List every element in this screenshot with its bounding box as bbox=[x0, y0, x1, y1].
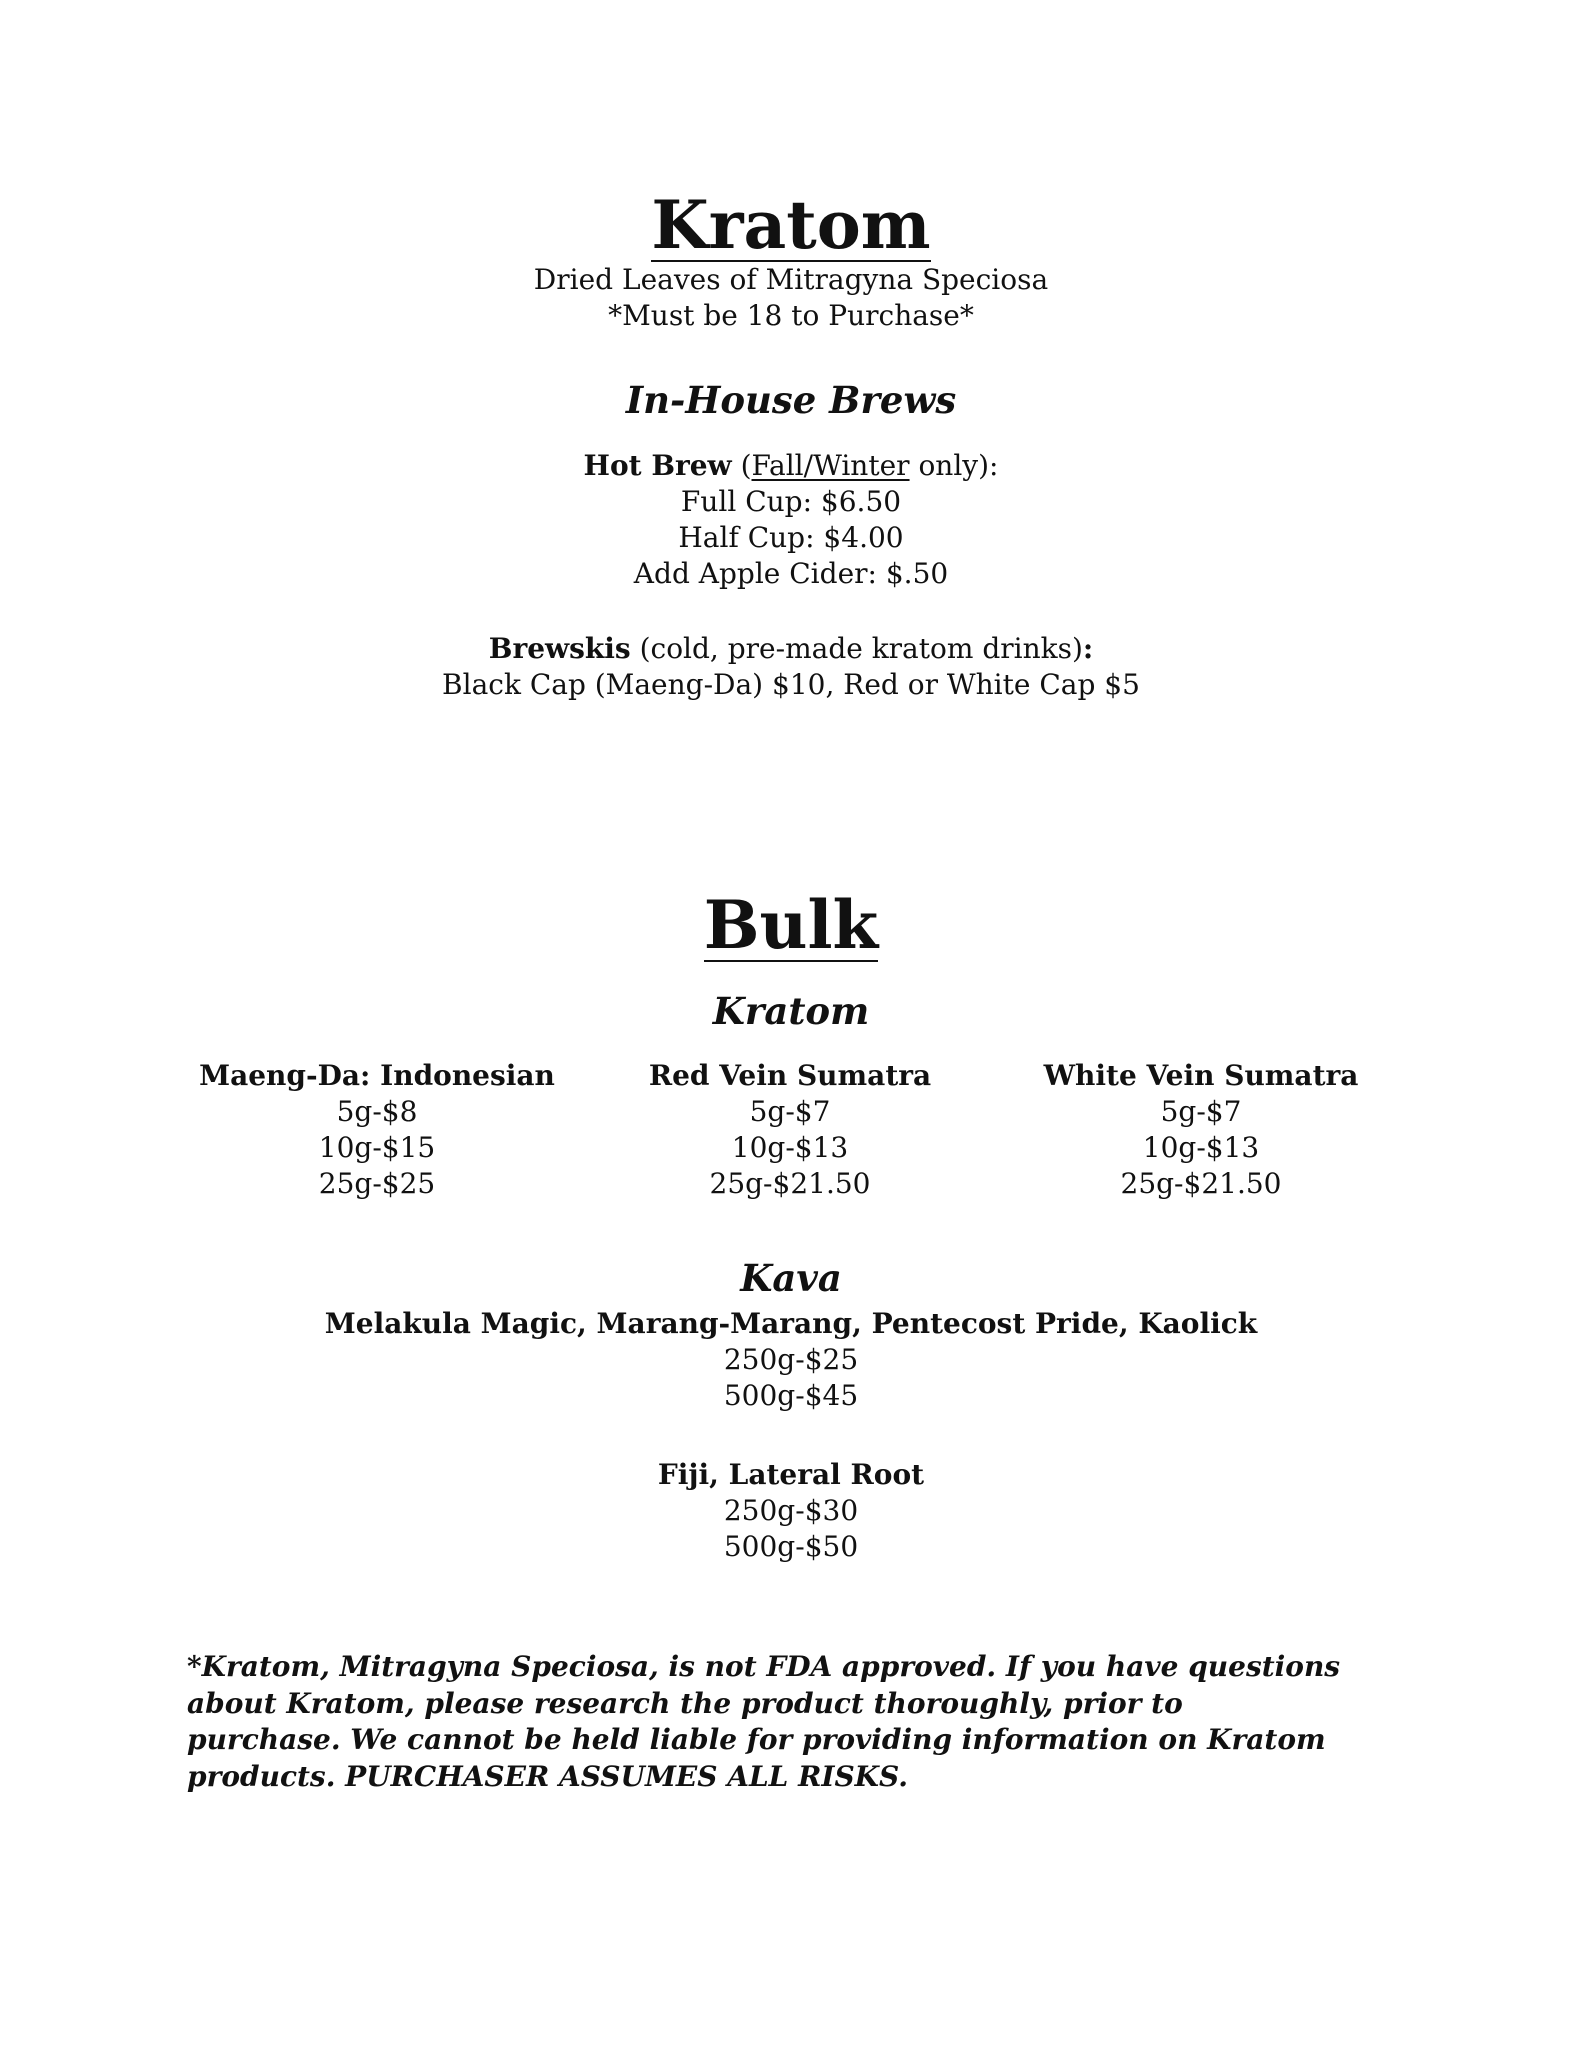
strain-price: 5g-$8 bbox=[336, 1095, 418, 1128]
strain-price: 25g-$21.50 bbox=[1120, 1167, 1282, 1200]
kava-heading: Kava bbox=[740, 1256, 842, 1300]
hot-brew-price-full: Full Cup: $6.50 bbox=[680, 485, 902, 518]
hot-brew-season: Fall/Winter bbox=[751, 449, 910, 482]
strain-price: 25g-$21.50 bbox=[709, 1167, 871, 1200]
brewskis-label: Brewskis bbox=[488, 632, 631, 665]
kava-price: 500g-$50 bbox=[723, 1530, 859, 1563]
in-house-brews-header bbox=[0, 378, 1582, 422]
bulk-header bbox=[0, 886, 1582, 964]
bulk-title: Bulk bbox=[703, 886, 879, 964]
hot-brew-title-line bbox=[0, 448, 1582, 484]
hot-brew-note-open: ( bbox=[731, 449, 752, 482]
bulk-kratom-header bbox=[0, 989, 1582, 1033]
brewskis-section bbox=[0, 631, 1582, 703]
kava-header bbox=[0, 1256, 1582, 1300]
disclaimer bbox=[187, 1649, 1427, 1795]
strain-price: 5g-$7 bbox=[1160, 1095, 1242, 1128]
strain-column-maeng-da bbox=[147, 1058, 607, 1202]
strain-column-red-vein bbox=[560, 1058, 1020, 1202]
strain-price: 25g-$25 bbox=[318, 1167, 436, 1200]
age-notice: *Must be 18 to Purchase* bbox=[608, 299, 974, 332]
kava-group-name: Melakula Magic, Marang-Marang, Pentecost Pride, Kaolick bbox=[324, 1307, 1258, 1340]
kava-price: 500g-$45 bbox=[723, 1379, 859, 1412]
hot-brew-section bbox=[0, 448, 1582, 592]
kava-group bbox=[0, 1306, 1582, 1414]
hot-brew-price-cider: Add Apple Cider: $.50 bbox=[633, 557, 949, 590]
in-house-brews-heading: In-House Brews bbox=[625, 378, 957, 422]
hot-brew-price-half: Half Cup: $4.00 bbox=[678, 521, 904, 554]
brewskis-note: (cold, pre-made kratom drinks) bbox=[630, 632, 1083, 665]
disclaimer-line: *Kratom, Mitragyna Speciosa, is not FDA approved. If you have questions bbox=[187, 1650, 1341, 1683]
kratom-title: Kratom bbox=[651, 186, 931, 264]
kava-group bbox=[0, 1457, 1582, 1565]
strain-price: 10g-$13 bbox=[1142, 1131, 1260, 1164]
strain-price: 5g-$7 bbox=[749, 1095, 831, 1128]
disclaimer-line: products. PURCHASER ASSUMES ALL RISKS. bbox=[187, 1759, 908, 1793]
brewskis-title-line bbox=[0, 631, 1582, 667]
disclaimer-line: about Kratom, please research the product thoroughly, prior to bbox=[187, 1686, 1183, 1720]
hot-brew-note-close: only): bbox=[909, 449, 999, 482]
kratom-header bbox=[0, 186, 1582, 334]
bulk-kratom-heading: Kratom bbox=[712, 989, 870, 1033]
strain-name: Red Vein Sumatra bbox=[648, 1059, 932, 1092]
strain-price: 10g-$15 bbox=[318, 1131, 436, 1164]
hot-brew-label: Hot Brew bbox=[583, 449, 732, 482]
strain-name: White Vein Sumatra bbox=[1043, 1059, 1359, 1092]
brewskis-colon: : bbox=[1082, 632, 1094, 665]
strain-column-white-vein bbox=[971, 1058, 1431, 1202]
strain-name: Maeng-Da: Indonesian bbox=[199, 1059, 555, 1092]
brewskis-prices: Black Cap (Maeng-Da) $10, Red or White Cap $5 bbox=[442, 668, 1140, 701]
kava-price: 250g-$30 bbox=[723, 1494, 859, 1527]
disclaimer-line: purchase. We cannot be held liable for providing information on Kratom bbox=[187, 1723, 1326, 1756]
kava-group-name: Fiji, Lateral Root bbox=[657, 1458, 925, 1491]
kratom-subtitle: Dried Leaves of Mitragyna Speciosa bbox=[533, 263, 1049, 296]
strain-price: 10g-$13 bbox=[731, 1131, 849, 1164]
kava-price: 250g-$25 bbox=[723, 1343, 859, 1376]
